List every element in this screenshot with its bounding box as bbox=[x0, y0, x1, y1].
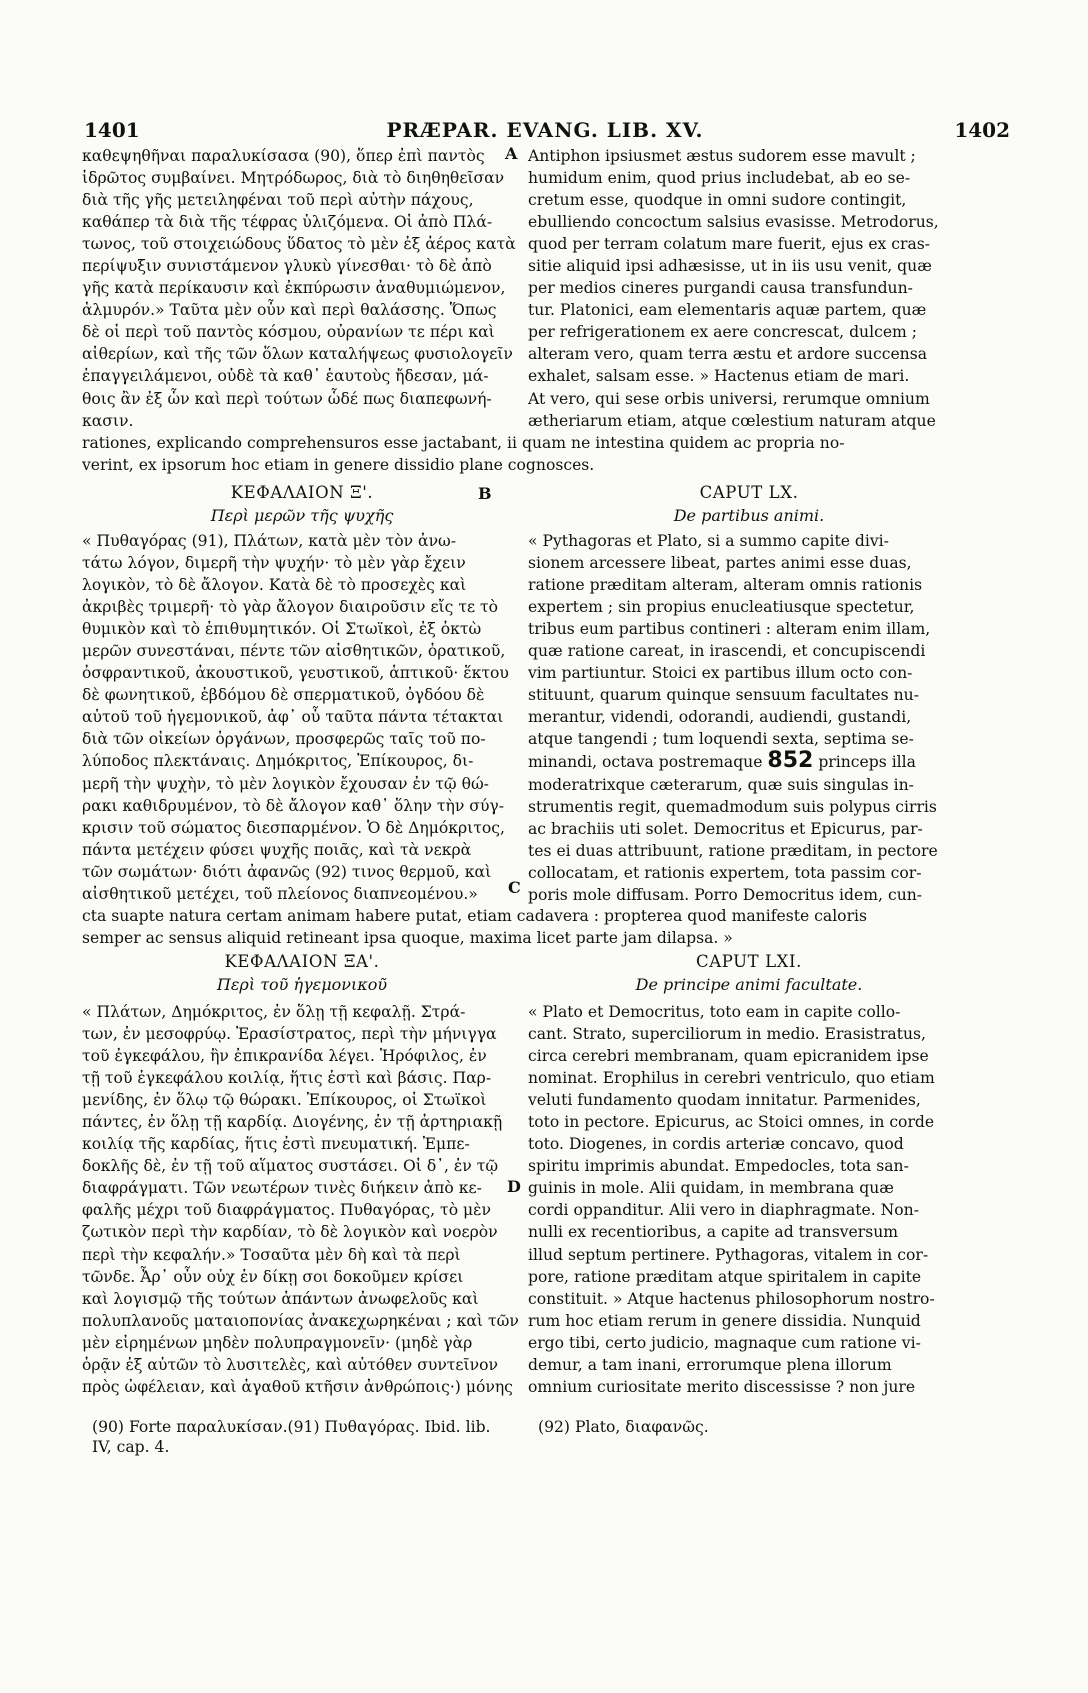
margin-mark-a: A bbox=[505, 144, 518, 163]
latin-top-line: cretum esse, quodque in omni sudore contingit, bbox=[528, 191, 907, 210]
greek-column-top bbox=[82, 145, 522, 432]
greek-ch60-line: μερῶν συνεστάναι, πέντε τῶν αἰσθητικῶν, ὁρατικοῦ, bbox=[82, 642, 506, 661]
greek-ch60-line: διὰ τῶν οἰκείων ὀργάνων, προσφερῶς ταῖς τοῦ πο- bbox=[82, 730, 486, 749]
greek-ch60-line: λύποδος πλεκτάναις. Δημόκριτος, Ἐπίκουρος, δι- bbox=[82, 752, 474, 771]
greek-top-line: διὰ τῆς γῆς μετειληφέναι τοῦ περὶ αὐτὴν πάχους, bbox=[82, 191, 474, 210]
full-bottom-line: cta suapte natura certam animam habere putat, etiam cadavera : propterea quod manifeste caloris bbox=[82, 907, 868, 925]
full-bottom-line: semper ac sensus aliquid retineant ipsa quoque, maxima licet parte jam dilapsa. » bbox=[82, 929, 733, 948]
greek-chapter-60-subtitle: Περὶ μερῶν τῆς ψυχῆς bbox=[210, 506, 394, 525]
latin-ch60-line: sionem arcessere libeat, partes animi esse duas, bbox=[528, 554, 912, 573]
latin-ch60-line: expertem ; sin propius enucleatiusque spectetur, bbox=[528, 598, 915, 617]
footnotes-left bbox=[92, 1417, 512, 1457]
footnotes-right bbox=[538, 1417, 958, 1437]
greek-ch61-line: φαλῆς μέχρι τοῦ διαφράγματος. Πυθαγόρας, τὸ μὲν bbox=[82, 1201, 492, 1220]
latin-chapter-61-title: CAPUT LXI. bbox=[696, 952, 802, 971]
latin-ch61-line: guinis in mole. Alii quidam, in membrana quæ bbox=[528, 1179, 894, 1198]
greek-chapter-60-text bbox=[82, 530, 522, 905]
greek-ch60-line: ὀσφραντικοῦ, ἀκουστικοῦ, γευστικοῦ, ἁπτικοῦ· ἕκτου bbox=[82, 664, 509, 683]
margin-mark-b: B bbox=[478, 484, 492, 503]
latin-top-line: tur. Platonici, eam elementaris aquæ partem, quæ bbox=[528, 301, 927, 320]
greek-ch61-line: πρὸς ὠφέλειαν, καὶ ἀγαθοῦ κτῆσιν ἀνθρώποις·) μόνης bbox=[82, 1377, 513, 1396]
greek-ch61-line: τῇ τοῦ ἐγκεφάλου κοιλίᾳ, ἥτις ἐστὶ καὶ βάσις. Παρ- bbox=[82, 1069, 492, 1088]
latin-ch60-line: tes ei duas attribuunt, ratione præditam, in pectore bbox=[528, 841, 938, 860]
latin-column-top bbox=[528, 145, 970, 432]
latin-ch61-line: pore, ratione præditam atque spiritalem in capite bbox=[528, 1267, 922, 1286]
latin-ch60-line: vim partiuntur. Stoici ex partibus illum octo con- bbox=[528, 664, 913, 683]
greek-top-line: ἁλμυρόν.» Ταῦτα μὲν οὖν καὶ περὶ θαλάσσης. Ὅπως bbox=[82, 301, 497, 320]
greek-ch61-line: δοκλῆς δὲ, ἐν τῇ τοῦ αἵματος συστάσει. Οἱ δ᾽, ἐν τῷ bbox=[82, 1157, 499, 1176]
greek-ch60-line: θυμικὸν καὶ τὸ ἐπιθυμητικόν. Οἱ Στωϊκοὶ, ἐξ ὀκτὼ bbox=[82, 620, 482, 639]
latin-ch60-line: tribus eum partibus contineri : alteram enim illam, bbox=[528, 620, 931, 639]
latin-ch60-line: ac brachiis uti solet. Democritus et Epicurus, par- bbox=[528, 819, 923, 838]
greek-ch60-line: τῶν σωμάτων· διότι ἀφανῶς (92) τινος θερμοῦ, καὶ bbox=[82, 862, 492, 881]
greek-ch61-line: μὲν εἰρημένων μηδὲν πολυπραγμονεῖν· (μηδὲ γὰρ bbox=[82, 1333, 473, 1352]
latin-top-line: per refrigerationem ex aere concrescat, dulcem ; bbox=[528, 323, 918, 342]
greek-top-line: ἱδρῶτος συμβαίνει. Μητρόδωρος, διὰ τὸ διηθηθεῖσαν bbox=[82, 169, 505, 188]
greek-chapter-61-text bbox=[82, 1001, 522, 1398]
latin-ch61-line: nulli ex recentioribus, a capite ad transversum bbox=[528, 1223, 899, 1242]
greek-ch61-line: τῶνδε. Ἆρ᾽ οὖν οὐχ ἐν δίκῃ σοι δοκοῦμεν κρίσει bbox=[82, 1267, 464, 1286]
greek-top-line: καθεψηθῆναι παραλυκίσασα (90), ὅπερ ἐπὶ παντὸς bbox=[82, 147, 485, 165]
latin-ch60-line: strumentis regit, quemadmodum suis polypus cirris bbox=[528, 797, 937, 816]
latin-top-line: per medios cineres purgandi causa transfundun- bbox=[528, 279, 913, 298]
footnotes-left-line: (91) Πυθαγόρας. Ibid. lib. IV, cap. 4. bbox=[92, 1418, 491, 1456]
latin-top-line: exhalet, salsam esse. » Hactenus etiam de mari. bbox=[528, 367, 910, 386]
greek-top-line: ἐπαγγειλάμενοι, οὐδὲ τὰ καθ᾽ ἑαυτοὺς ἤδεσαν, μά- bbox=[82, 367, 489, 386]
latin-ch61-line: « Plato et Democritus, toto eam in capite collo- bbox=[528, 1003, 901, 1021]
greek-ch61-line: καὶ λογισμῷ τῆς τούτων ἁπάντων ἀνωφελοῦς καὶ bbox=[82, 1289, 479, 1308]
greek-top-line: τωνος, τοῦ στοιχειώδους ὕδατος τὸ μὲν ἐξ ἀέρος κατὰ bbox=[82, 235, 516, 254]
latin-top-line: At vero, qui sese orbis universi, rerumque omnium bbox=[528, 389, 930, 408]
latin-ch61-line: veluti fundamento quodam innitatur. Parmenides, bbox=[528, 1091, 921, 1110]
latin-top-line: sitie aliquid ipsi adhæsisse, ut in iis usu venit, quæ bbox=[528, 257, 932, 276]
greek-top-line: περίψυξιν συνιστάμενον γλυκὺ γίνεσθαι· τὸ δὲ ἀπὸ bbox=[82, 257, 492, 276]
greek-chapter-61-subtitle: Περὶ τοῦ ἡγεμονικοῦ bbox=[216, 975, 388, 994]
latin-ch61-line: cant. Strato, superciliorum in medio. Erasistratus, bbox=[528, 1025, 926, 1044]
greek-chapter-60-title: ΚΕΦΑΛΑΙΟΝ Ξ'. bbox=[230, 483, 374, 502]
latin-ch61-line: demur, a tam inani, errorumque plena illorum bbox=[528, 1355, 892, 1374]
footnotes-left-line: (90) Forte παραλυκίσαν. bbox=[92, 1418, 288, 1436]
latin-ch60-line: stituunt, quarum quinque sensuum facultates nu- bbox=[528, 686, 919, 705]
latin-ch60-line: quæ ratione careat, in irascendi, et concupiscendi bbox=[528, 642, 926, 661]
greek-ch61-line: ζωτικὸν περὶ τὴν καρδίαν, τὸ δὲ λογικὸν καὶ νοερὸν bbox=[82, 1223, 498, 1242]
latin-ch60-line: collocatam, et rationis expertem, tota passim cor- bbox=[528, 863, 922, 882]
latin-top-line: alteram vero, quam terra æstu et ardore succensa bbox=[528, 345, 928, 364]
greek-ch61-line: πολυπλανοῦς ματαιοπονίας ἀνακεχωρηκέναι ; καὶ τῶν bbox=[82, 1311, 519, 1330]
greek-ch61-line: κοιλίᾳ τῆς καρδίας, ἥτις ἐστὶ πνευματική. Ἐμπε- bbox=[82, 1135, 470, 1154]
latin-ch61-line: nominat. Erophilus in cerebri ventriculo, quo etiam bbox=[528, 1069, 935, 1088]
latin-ch60-line: poris mole diffusam. Porro Democritus idem, cun- bbox=[528, 885, 923, 904]
greek-ch60-line: κρισιν τοῦ σώματος διεσπαρμένον. Ὁ δὲ Δημόκριτος, bbox=[82, 818, 505, 837]
latin-chapter-60-subtitle: De partibus animi. bbox=[673, 506, 825, 525]
latin-chapter-61-subtitle: De principe animi facultate. bbox=[635, 975, 863, 994]
latin-ch60-line: merantur, videndi, odorandi, audiendi, gustandi, bbox=[528, 708, 912, 727]
greek-ch60-line: αὐτοῦ τοῦ ἡγεμονικοῦ, ἀφ᾽ οὗ ταῦτα πάντα τέτακται bbox=[82, 708, 504, 727]
greek-top-line: κασιν. bbox=[82, 411, 134, 430]
full-mid-line: rationes, explicando comprehensuros esse jactabant, ii quam ne intestina quidem ac propria no- bbox=[82, 434, 845, 452]
greek-top-line: θοις ἂν ἐξ ὧν καὶ περὶ τούτων ὧδέ πως διαπεφωνή- bbox=[82, 389, 492, 408]
latin-top-line: Antiphon ipsiusmet æstus sudorem esse mavult ; bbox=[528, 147, 916, 165]
running-header bbox=[80, 118, 1010, 142]
running-title: PRÆPAR. EVANG. LIB. XV. bbox=[386, 118, 704, 142]
greek-ch60-line: τάτω λόγον, διμερῆ τὴν ψυχήν· τὸ μὲν γὰρ ἔχειν bbox=[82, 554, 466, 573]
footnotes-right-line: (92) Plato, διαφανῶς. bbox=[538, 1418, 709, 1436]
greek-ch60-line: ρακι καθιδρυμένον, τὸ δὲ ἄλογον καθ᾽ ὅλην τὴν σύγ- bbox=[82, 796, 505, 815]
greek-ch60-line: λογικὸν, τὸ δὲ ἄλογον. Κατὰ δὲ τὸ προσεχὲς καὶ bbox=[82, 576, 467, 595]
latin-top-line: quod per terram colatum mare fuerit, ejus ex cras- bbox=[528, 235, 931, 254]
greek-ch61-line: τοῦ ἐγκεφάλου, ἣν ἐπικρανίδα λέγει. Ἡρόφιλος, ἐν bbox=[82, 1047, 487, 1066]
latin-ch61-line: omnium curiositate merito discessisse ? non jure bbox=[528, 1377, 916, 1396]
greek-ch61-line: περὶ τὴν κεφαλήν.» Τοσαῦτα μὲν δὴ καὶ τὰ περὶ bbox=[82, 1245, 461, 1264]
latin-ch61-line: spiritu imprimis abundat. Empedocles, tota san- bbox=[528, 1157, 909, 1176]
latin-top-line: ebulliendo concoctum salsius evasisse. Metrodorus, bbox=[528, 213, 939, 232]
greek-ch61-line: « Πλάτων, Δημόκριτος, ἐν ὅλῃ τῇ κεφαλῇ. Στρά- bbox=[82, 1003, 466, 1021]
latin-ch60-line-end: princeps illa bbox=[818, 753, 916, 772]
greek-chapter-61-title: ΚΕΦΑΛΑΙΟΝ ΞΑ'. bbox=[224, 952, 380, 971]
latin-fullwidth-ch60-end bbox=[82, 905, 972, 949]
latin-ch61-line: illud septum pertinere. Pythagoras, vitalem in cor- bbox=[528, 1245, 929, 1264]
latin-ch61-line: circa cerebri membranam, quam epicranidem ipse bbox=[528, 1047, 929, 1066]
latin-ch61-line: constituit. » Atque hactenus philosophorum nostro- bbox=[528, 1289, 935, 1308]
greek-ch60-line: δὲ φωνητικοῦ, ἑβδόμου δὲ σπερματικοῦ, ὀγδόου δὲ bbox=[82, 686, 485, 705]
greek-ch61-line: διαφράγματι. Τῶν νεωτέρων τινὲς διήκειν ἀπὸ κε- bbox=[82, 1179, 482, 1198]
greek-ch61-line: πάντες, ἐν ὅλῃ τῇ καρδίᾳ. Διογένης, ἐν τῇ ἀρτηριακῇ bbox=[82, 1113, 503, 1132]
greek-ch61-line: ὁρᾷν ἐξ αὐτῶν τὸ λυσιτελὲς, καὶ αὐτόθεν συντεῖνον bbox=[82, 1355, 498, 1374]
latin-chapter-60-title: CAPUT LX. bbox=[699, 483, 799, 502]
greek-ch60-line: πάντα μετέχειν φύσει ψυχῆς ποιᾶς, καὶ τὰ νεκρὰ bbox=[82, 840, 472, 859]
latin-chapter-61-text bbox=[528, 1001, 970, 1398]
greek-ch60-line: αἰσθητικοῦ μετέχει, τοῦ πλείονος διαπνεομένου.» bbox=[82, 884, 478, 903]
latin-ch60-line: « Pythagoras et Plato, si a summo capite divi- bbox=[528, 532, 889, 550]
latin-ch60-line-with-number bbox=[528, 750, 970, 773]
page-number-right: 1402 bbox=[954, 118, 1010, 142]
latin-ch61-line: rum hoc etiam rerum in genere dissidia. Nunquid bbox=[528, 1311, 921, 1330]
latin-ch61-line: toto. Diogenes, in cordis arteriæ concavo, quod bbox=[528, 1135, 904, 1154]
greek-ch61-line: των, ἐν μεσοφρύῳ. Ἐρασίστρατος, περὶ τὴν μήνιγγα bbox=[82, 1025, 497, 1044]
greek-top-line: αἰθερίων, καὶ τῆς τῶν ὅλων καταλήψεως φυσιολογεῖν bbox=[82, 345, 513, 364]
margin-mark-c: C bbox=[508, 878, 521, 897]
greek-top-line: καθάπερ τὰ διὰ τῆς τέφρας ὑλιζόμενα. Οἱ ἀπὸ Πλά- bbox=[82, 213, 493, 232]
margin-mark-d: D bbox=[507, 1177, 521, 1196]
greek-top-line: δὲ οἱ περὶ τοῦ παντὸς κόσμου, οὐρανίων τε πέρι καὶ bbox=[82, 323, 495, 342]
full-mid-line: verint, ex ipsorum hoc etiam in genere dissidio plane cognosces. bbox=[82, 456, 595, 475]
latin-ch61-line: ergo tibi, certo judicio, magnaque cum ratione vi- bbox=[528, 1333, 921, 1352]
column-number-852: 852 bbox=[767, 748, 814, 774]
latin-ch61-line: toto in pectore. Epicurus, ac Stoici omnes, in corde bbox=[528, 1113, 935, 1132]
latin-ch60-line: ratione præditam alteram, alteram omnis rationis bbox=[528, 576, 923, 595]
greek-ch60-line: ἀκριβὲς τριμερῆ· τὸ γὰρ ἄλογον διαιροῦσιν εἴς τε τὸ bbox=[82, 598, 499, 617]
greek-ch60-line: « Πυθαγόρας (91), Πλάτων, κατὰ μὲν τὸν ἀνω- bbox=[82, 532, 457, 550]
greek-top-line: γῆς κατὰ περίκαυσιν καὶ ἐκπύρωσιν ἀναθυμιώμενον, bbox=[82, 279, 506, 298]
latin-top-line: humidum enim, quod prius includebat, ab eo se- bbox=[528, 169, 911, 188]
page-number-left: 1401 bbox=[84, 118, 140, 142]
latin-ch60-line: moderatrixque cæterarum, quæ suis singulas in- bbox=[528, 775, 914, 794]
latin-ch61-line: cordi oppanditur. Alii vero in diaphragmate. Non- bbox=[528, 1201, 919, 1220]
latin-ch60-line: atque tangendi ; tum loquendi sexta, septima se- bbox=[528, 730, 914, 749]
latin-ch60-line-start: minandi, octava postremaque bbox=[528, 753, 763, 772]
greek-ch60-line: μερῆ τὴν ψυχὴν, τὸ μὲν λογικὸν ἔχουσαν ἐν τῷ θώ- bbox=[82, 774, 489, 793]
latin-chapter-60-text bbox=[528, 530, 970, 906]
latin-top-line: ætheriarum etiam, atque cœlestium naturam atque bbox=[528, 411, 936, 430]
greek-ch61-line: μενίδης, ἐν ὅλῳ τῷ θώρακι. Ἐπίκουρος, οἱ Στωϊκοὶ bbox=[82, 1091, 487, 1110]
latin-fullwidth-continuation bbox=[82, 432, 972, 476]
